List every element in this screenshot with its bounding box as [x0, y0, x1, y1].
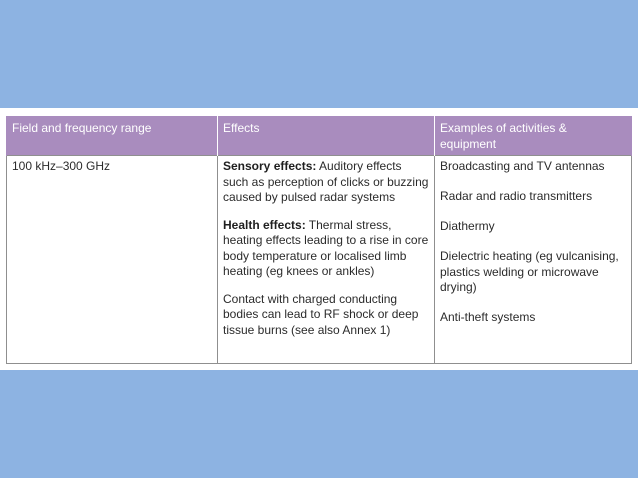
cell-frequency-range: 100 kHz–300 GHz — [7, 156, 218, 364]
header-examples: Examples of activities & equipment — [435, 116, 632, 156]
example-item: Anti-theft systems — [440, 310, 536, 324]
sensory-effects-label: Sensory effects: — [223, 159, 317, 173]
example-item: Broadcasting and TV antennas — [440, 159, 605, 173]
table-row — [7, 156, 632, 364]
sensory-effects-text: Auditory effects such as perception of clicks or buzzing caused by pulsed radar systems — [223, 159, 429, 204]
emf-hazard-table — [6, 116, 632, 364]
example-item: Dielectric heating (eg vulcanising, plastics welding or microwave drying) — [440, 249, 619, 294]
health-effects-text: Thermal stress, heating effects leading to a rise in core body temperature or localised limb heating (eg knees or ankles) — [223, 217, 429, 278]
health-effects-label: Health effects: — [223, 217, 306, 232]
header-effects: Effects — [218, 116, 435, 156]
health-effects-paragraph — [223, 218, 429, 280]
sensory-effects-paragraph — [223, 159, 429, 206]
example-item: Diathermy — [440, 219, 495, 233]
table-header-row — [7, 116, 632, 156]
cell-examples — [435, 156, 632, 364]
contact-effects-paragraph: Contact with charged conducting bodies can lead to RF shock or deep tissue burns (see also Annex 1) — [223, 291, 419, 337]
example-item: Radar and radio transmitters — [440, 189, 593, 203]
header-field-frequency-range: Field and frequency range — [7, 116, 218, 156]
cell-effects — [218, 156, 435, 364]
